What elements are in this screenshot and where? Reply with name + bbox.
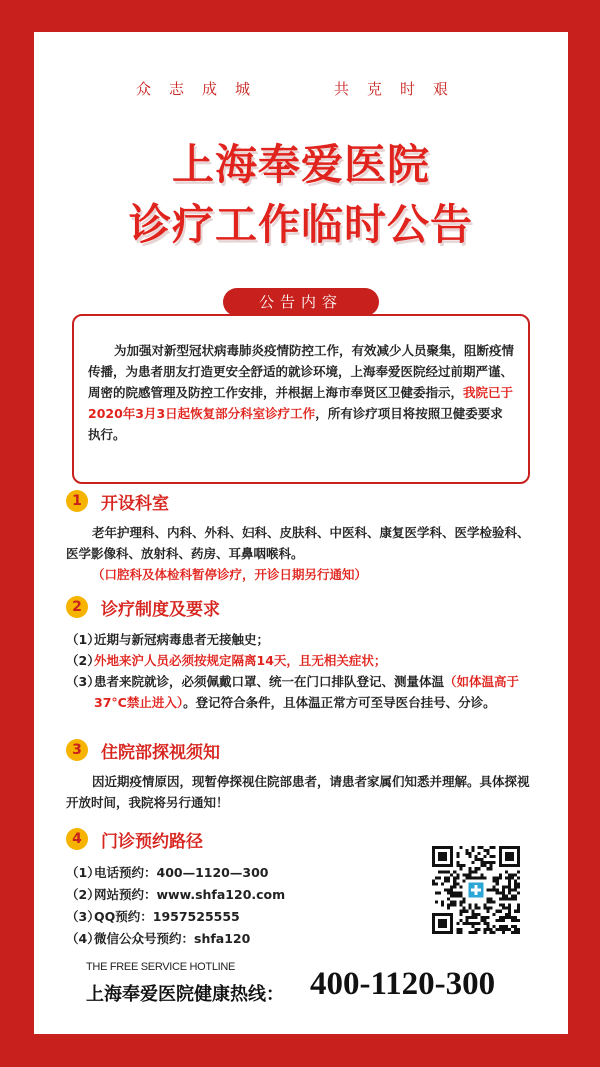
web-appointment: 网站预约：www.shfa120.com: [94, 887, 286, 902]
section-departments: [66, 488, 536, 585]
qr-code: [432, 846, 520, 934]
visiting-text: 因近期疫情原因，现暂停探视住院部患者，请患者家属们知悉并理解。具体探视开放时间，我院将另行通知！: [66, 774, 530, 810]
departments-text: 老年护理科、内科、外科、妇科、皮肤科、中医科、康复医学科、医学检验科、医学影像科、放射科、药房、耳鼻咽喉科。: [66, 525, 530, 561]
list-item: （4） 微信公众号预约：shfa120: [66, 928, 536, 950]
hotline-english: THE FREE SERVICE HOTLINE: [86, 961, 236, 973]
poster: [34, 32, 568, 1034]
list-item: （1） 近期与新冠病毒患者无接触史；: [66, 632, 270, 647]
qq-appointment: QQ预约：1957525555: [94, 909, 240, 924]
slogan-right: 共克时艰: [334, 80, 467, 98]
notice-text: 为加强对新型冠状病毒肺炎疫情防控工作，有效减少人员聚集，阻断疫情传播，为患者朋友打造更安全舒适的就诊环境，上海奉爱医院经过前期严谨、周密的院感管理及防控工作安排，并根据上海市奉贤区卫健委指示，: [88, 343, 515, 400]
section-number-badge: 3: [66, 739, 88, 761]
notice-box: [72, 314, 530, 484]
notice-label: 公告内容: [223, 288, 379, 316]
list-item: （2） 外地来沪人员必须按规定隔离14天，且无相关症状；: [66, 653, 387, 668]
list-item: （3） 患者来院就诊，必须佩戴口罩、统一在门口排队登记、测量体温（如体温高于37°C禁止进入）。登记符合条件，且体温正常方可至导医台挂号、分诊。: [66, 674, 520, 710]
departments-note: （口腔科及体检科暂停诊疗，开诊日期另行通知）: [92, 567, 368, 582]
notice-highlight: 我院已于2020年3月3日起恢复部分科室诊疗工作: [88, 385, 514, 421]
list-item: （1） 电话预约：400—1120—300: [66, 862, 536, 884]
slogan-left: 众志成城: [135, 80, 268, 98]
hotline-number: 400-1120-300: [310, 966, 496, 1002]
wechat-appointment: 微信公众号预约：shfa120: [94, 931, 251, 946]
section-title: 门诊预约路径: [101, 831, 203, 852]
section-rules: [66, 594, 536, 713]
section-number-badge: 1: [66, 490, 88, 512]
section-number-badge: 4: [66, 828, 88, 850]
hospital-title: 上海奉爱医院: [171, 140, 430, 189]
list-item: （2） 网站预约：www.shfa120.com: [66, 884, 536, 906]
slogan: [34, 78, 568, 99]
phone-appointment: 电话预约：400—1120—300: [94, 865, 269, 880]
section-title: 住院部探视须知: [101, 742, 220, 763]
section-visiting: [66, 737, 536, 813]
list-item: （3） QQ预约：1957525555: [66, 906, 536, 928]
section-number-badge: 2: [66, 596, 88, 618]
notice-title: 诊疗工作临时公告: [128, 200, 473, 249]
hotline-label: 上海奉爱医院健康热线：: [86, 984, 284, 1005]
section-title: 开设科室: [101, 493, 169, 514]
section-title: 诊疗制度及要求: [101, 599, 220, 620]
notice-tail: ，所有诊疗项目将按照卫健委要求执行。: [88, 406, 503, 442]
